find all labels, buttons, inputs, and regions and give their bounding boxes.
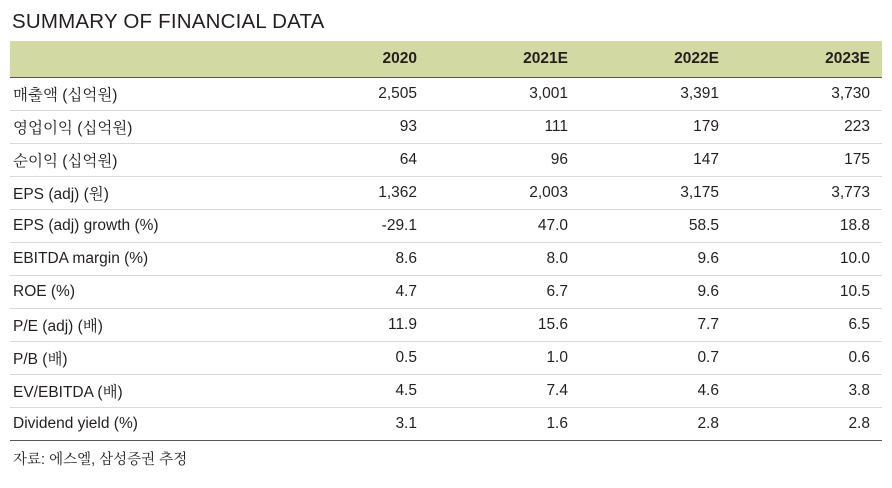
table-row xyxy=(10,342,882,375)
cell-value: 47.0 xyxy=(429,210,580,243)
cell-value: 93 xyxy=(278,111,429,144)
cell-value: 3,773 xyxy=(731,177,882,210)
cell-value: 10.0 xyxy=(731,243,882,276)
cell-value: 0.5 xyxy=(278,342,429,375)
cell-value: -29.1 xyxy=(278,210,429,243)
cell-value: 2.8 xyxy=(731,408,882,441)
cell-value: 7.4 xyxy=(429,375,580,408)
page-title: SUMMARY OF FINANCIAL DATA xyxy=(12,10,325,33)
row-label: 매출액 (십억원) xyxy=(10,78,278,111)
cell-value: 1.0 xyxy=(429,342,580,375)
column-header-2022e: 2022E xyxy=(580,41,731,78)
cell-value: 2,505 xyxy=(278,78,429,111)
cell-value: 9.6 xyxy=(580,243,731,276)
cell-value: 3.8 xyxy=(731,375,882,408)
cell-value: 8.6 xyxy=(278,243,429,276)
cell-value: 3,730 xyxy=(731,78,882,111)
table-row xyxy=(10,144,882,177)
table-body xyxy=(10,78,882,441)
cell-value: 3,001 xyxy=(429,78,580,111)
column-header-metric xyxy=(10,41,278,78)
row-label: ROE (%) xyxy=(10,276,278,309)
row-label: EV/EBITDA (배) xyxy=(10,375,278,408)
table-row xyxy=(10,78,882,111)
cell-value: 4.5 xyxy=(278,375,429,408)
cell-value: 1.6 xyxy=(429,408,580,441)
cell-value: 223 xyxy=(731,111,882,144)
cell-value: 0.7 xyxy=(580,342,731,375)
cell-value: 11.9 xyxy=(278,309,429,342)
cell-value: 175 xyxy=(731,144,882,177)
table-row xyxy=(10,210,882,243)
cell-value: 179 xyxy=(580,111,731,144)
cell-value: 96 xyxy=(429,144,580,177)
row-label: EPS (adj) growth (%) xyxy=(10,210,278,243)
cell-value: 10.5 xyxy=(731,276,882,309)
table-row xyxy=(10,309,882,342)
table-row xyxy=(10,276,882,309)
cell-value: 147 xyxy=(580,144,731,177)
row-label: P/B (배) xyxy=(10,342,278,375)
cell-value: 18.8 xyxy=(731,210,882,243)
cell-value: 2.8 xyxy=(580,408,731,441)
column-header-2020: 2020 xyxy=(278,41,429,78)
cell-value: 58.5 xyxy=(580,210,731,243)
table-row xyxy=(10,111,882,144)
column-header-2023e: 2023E xyxy=(731,41,882,78)
cell-value: 9.6 xyxy=(580,276,731,309)
cell-value: 6.7 xyxy=(429,276,580,309)
cell-value: 1,362 xyxy=(278,177,429,210)
cell-value: 64 xyxy=(278,144,429,177)
table-header xyxy=(10,41,882,78)
cell-value: 3,175 xyxy=(580,177,731,210)
table-row xyxy=(10,375,882,408)
cell-value: 15.6 xyxy=(429,309,580,342)
cell-value: 6.5 xyxy=(731,309,882,342)
cell-value: 4.6 xyxy=(580,375,731,408)
cell-value: 2,003 xyxy=(429,177,580,210)
row-label: EPS (adj) (원) xyxy=(10,177,278,210)
table-row xyxy=(10,243,882,276)
table-row xyxy=(10,408,882,441)
cell-value: 3.1 xyxy=(278,408,429,441)
source-note: 자료: 에스엘, 삼성증권 추정 xyxy=(13,452,188,468)
row-label: Dividend yield (%) xyxy=(10,408,278,441)
cell-value: 4.7 xyxy=(278,276,429,309)
table-row xyxy=(10,177,882,210)
row-label: 순이익 (십억원) xyxy=(10,144,278,177)
row-label: 영업이익 (십억원) xyxy=(10,111,278,144)
row-label: P/E (adj) (배) xyxy=(10,309,278,342)
cell-value: 7.7 xyxy=(580,309,731,342)
cell-value: 111 xyxy=(429,111,580,144)
row-label: EBITDA margin (%) xyxy=(10,243,278,276)
financial-summary-table xyxy=(10,41,882,441)
cell-value: 8.0 xyxy=(429,243,580,276)
cell-value: 0.6 xyxy=(731,342,882,375)
column-header-2021e: 2021E xyxy=(429,41,580,78)
cell-value: 3,391 xyxy=(580,78,731,111)
table-header-row xyxy=(10,41,882,78)
